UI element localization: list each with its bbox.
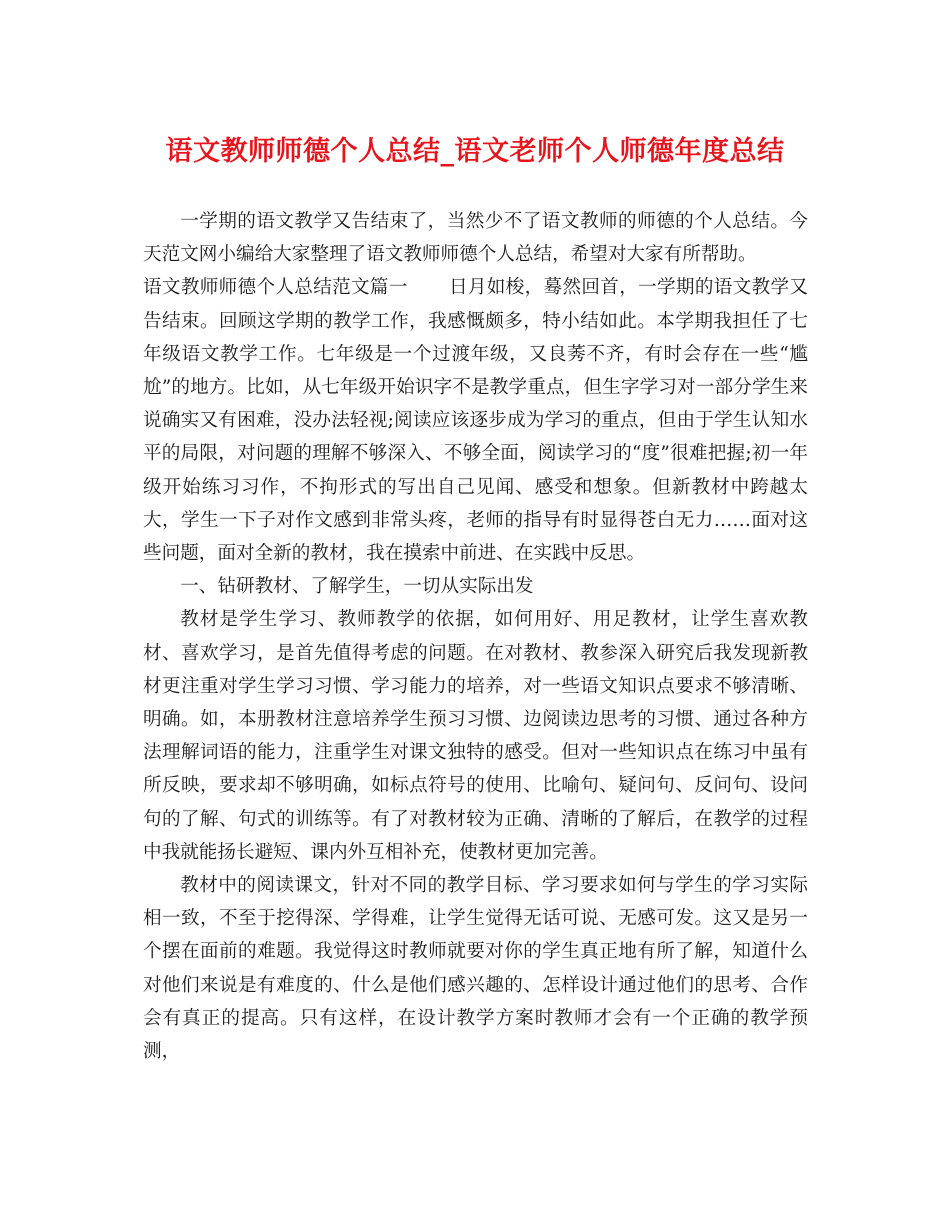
heading-1: 一、钻研教材、了解学生，一切从实际出发 [180, 576, 534, 598]
document-title: 语文教师师德个人总结_语文老师个人师德年度总结 [165, 136, 785, 167]
intro-text: 一学期的语文教学又告结束了，当然少不了语文教师的师德的个人总结。今天范文网小编给大家整理了语文教师师德个人总结，希望对大家有所帮助。 [143, 211, 808, 266]
intro-paragraph [143, 205, 808, 570]
paragraph-1-text: 日月如梭，蓦然回首，一学期的语文教学又告结束。回顾这学期的教学工作，我感慨颇多，特小结如此。本学期我担任了七年级语文教学工作。七年级是一个过渡年级，又良莠不齐，有时会存在一些“尴尬”的地方。比如，从七年级开始识字不是教学重点，但生字学习对一部分学生来说确实又有困难，没办法轻视;阅读应该逐步成为学习的重点，但由于学生认知水平的局限，对问题的理解不够深入、不够全面，阅读学习的“度”很难把握;初一年级开始练习习作，不拘形式的写出自己见闻、感受和想象。但新教材中跨越太大，学生一下子对作文感到非常头疼，老师的指导有时显得苍白无力……面对这些问题，面对全新的教材，我在摸索中前进、在实践中反思。 [143, 277, 808, 565]
document-body [143, 205, 808, 1068]
paragraph-2: 教材是学生学习、教师教学的依据，如何用好、用足教材，让学生喜欢教材、喜欢学习，是首先值得考虑的问题。在对教材、教参深入研究后我发现新教材更注重对学生学习习惯、学习能力的培养，对一些语文知识点要求不够清晰、明确。如，本册教材注意培养学生预习习惯、边阅读边思考的习惯、通过各种方法理解词语的能力，注重学生对课文独特的感受。但对一些知识点在练习中虽有所反映，要求却不够明确，如标点符号的使用、比喻句、疑问句、反问句、设问句的了解、句式的训练等。有了对教材较为正确、清晰的了解后，在教学的过程中我就能扬长避短、课内外互相补充，使教材更加完善。 [143, 609, 808, 863]
section-label: 语文教师师德个人总结范文篇一 [143, 277, 408, 299]
paragraph-3: 教材中的阅读课文，针对不同的教学目标、学习要求如何与学生的学习实际相一致，不至于挖得深、学得难，让学生觉得无话可说、无感可发。这又是另一个摆在面前的难题。我觉得这时教师就要对你的学生真正地有所了解，知道什么对他们来说是有难度的、什么是他们感兴趣的、怎样设计通过他们的思考、合作会有真正的提高。只有这样，在设计教学方案时教师才会有一个正确的教学预测， [143, 875, 808, 1063]
